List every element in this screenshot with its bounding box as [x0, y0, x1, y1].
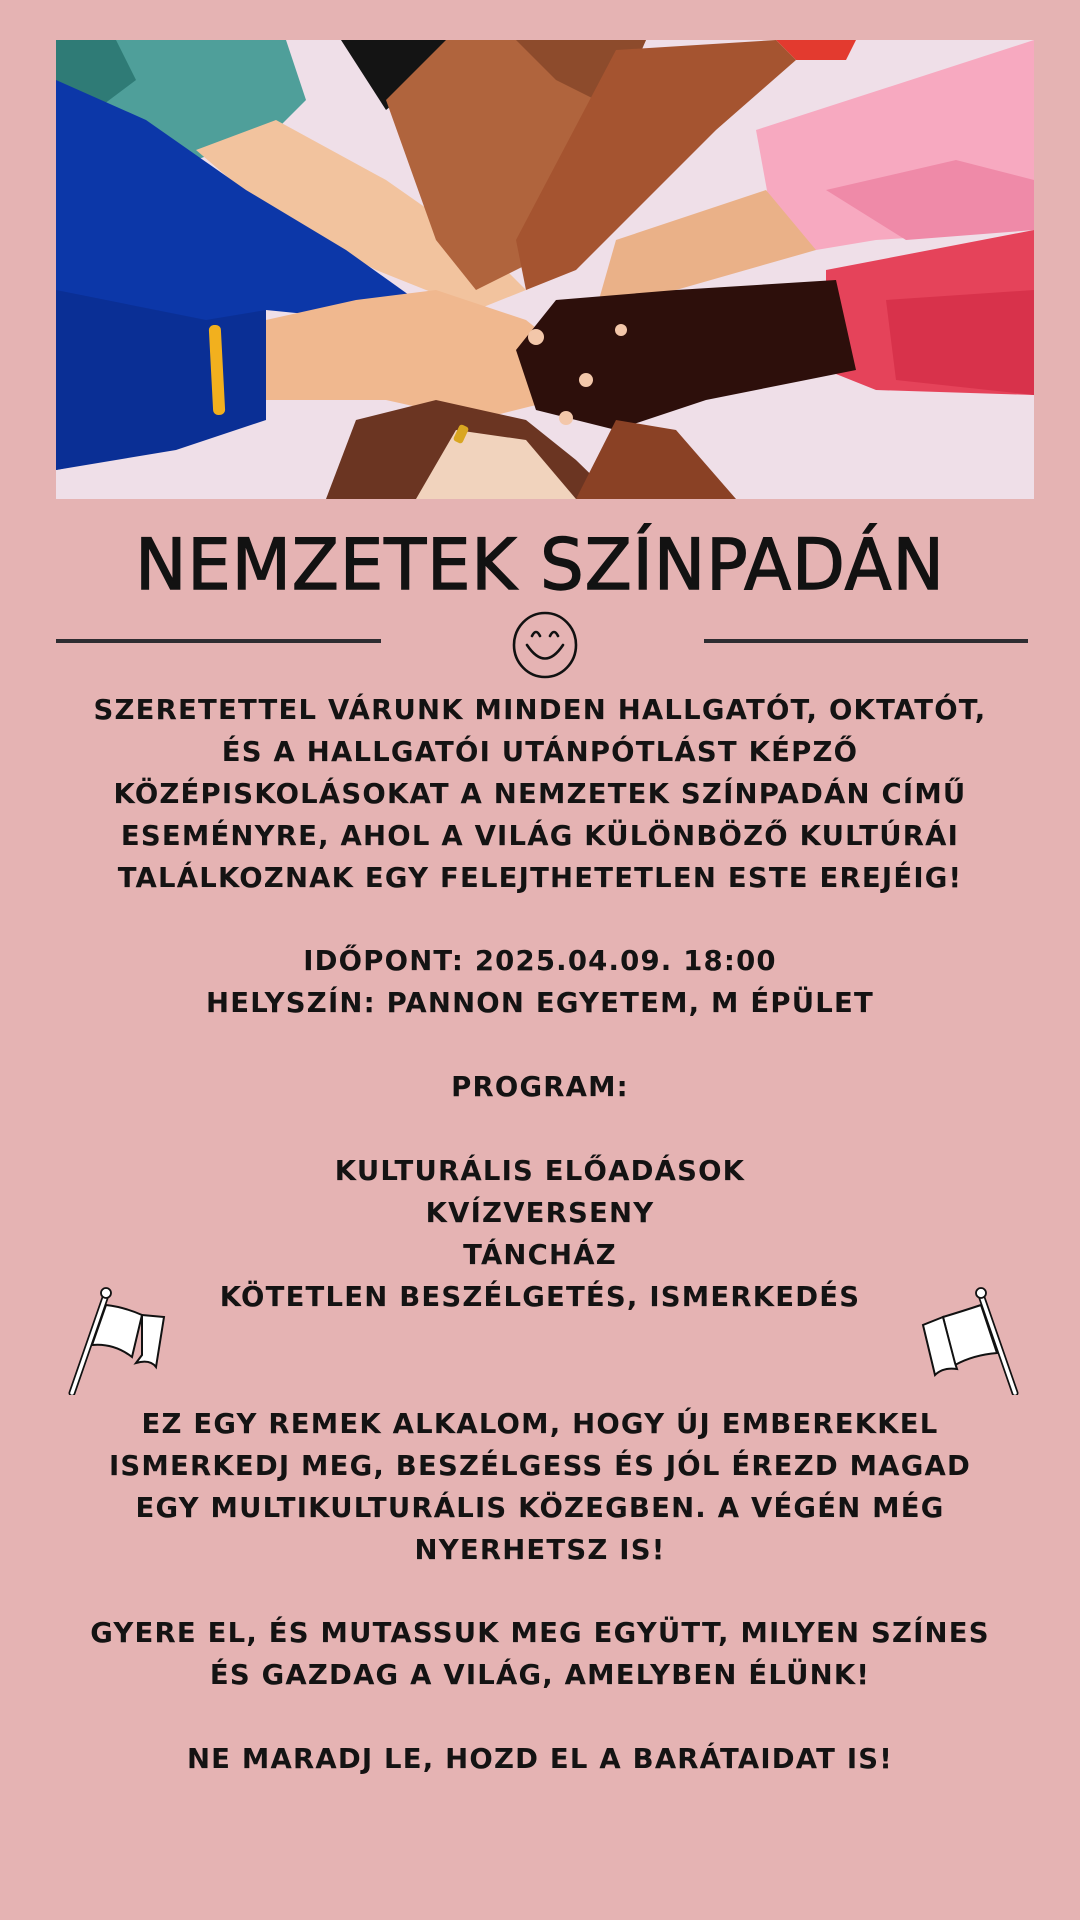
program-section [0, 1066, 1080, 1108]
intro-line: ESEMÉNYRE, AHOL A VILÁG KÜLÖNBÖZŐ KULTÚRÁI [120, 820, 960, 852]
intro-line: ÉS A HALLGATÓI UTÁNPÓTLÁST KÉPZŐ [221, 736, 859, 768]
closing-line: ÉS GAZDAG A VILÁG, AMELYBEN ÉLÜNK! [209, 1659, 871, 1691]
white-flag-icon [915, 1285, 1025, 1395]
event-location: HELYSZÍN: PANNON EGYETEM, M ÉPÜLET [206, 987, 874, 1019]
hands-illustration [56, 40, 1034, 499]
closing-paragraph-1 [0, 1403, 1080, 1571]
event-time: IDŐPONT: 2025.04.09. 18:00 [303, 945, 777, 977]
program-heading: PROGRAM: [451, 1071, 629, 1103]
closing-line: ISMERKEDJ MEG, BESZÉLGESS ÉS JÓL ÉREZD MAGAD [108, 1450, 972, 1482]
intro-line: KÖZÉPISKOLÁSOKAT A NEMZETEK SZÍNPADÁN CÍMŰ [113, 778, 967, 810]
closing-line: NYERHETSZ IS! [414, 1534, 666, 1566]
closing-line: EZ EGY REMEK ALKALOM, HOGY ÚJ EMBEREKKEL [141, 1408, 939, 1440]
program-item: KULTURÁLIS ELŐADÁSOK [334, 1155, 746, 1187]
program-item: KVÍZVERSENY [425, 1197, 655, 1229]
closing-paragraph-2 [0, 1612, 1080, 1696]
closing-line: GYERE EL, ÉS MUTASSUK MEG EGYÜTT, MILYEN SZÍNES [90, 1617, 990, 1649]
intro-line: SZERETETTEL VÁRUNK MINDEN HALLGATÓT, OKTATÓT, [93, 694, 987, 726]
closing-paragraph-3 [0, 1738, 1080, 1780]
program-item: KÖTETLEN BESZÉLGETÉS, ISMERKEDÉS [219, 1281, 861, 1313]
divider-line-left [56, 639, 381, 643]
event-details [0, 940, 1080, 1024]
white-flag-icon [64, 1285, 174, 1395]
smiley-face-icon [510, 610, 580, 680]
closing-line: NE MARADJ LE, HOZD EL A BARÁTAIDAT IS! [186, 1743, 894, 1775]
intro-paragraph [0, 689, 1080, 899]
divider-line-right [704, 639, 1028, 643]
intro-line: TALÁLKOZNAK EGY FELEJTHETETLEN ESTE EREJÉIG! [117, 862, 963, 894]
poster-title: NEMZETEK SZÍNPADÁN [135, 524, 945, 606]
program-item: TÁNCHÁZ [463, 1239, 617, 1271]
hero-image-hands-together [56, 40, 1034, 499]
closing-line: EGY MULTIKULTURÁLIS KÖZEGBEN. A VÉGÉN MÉG [135, 1492, 945, 1524]
